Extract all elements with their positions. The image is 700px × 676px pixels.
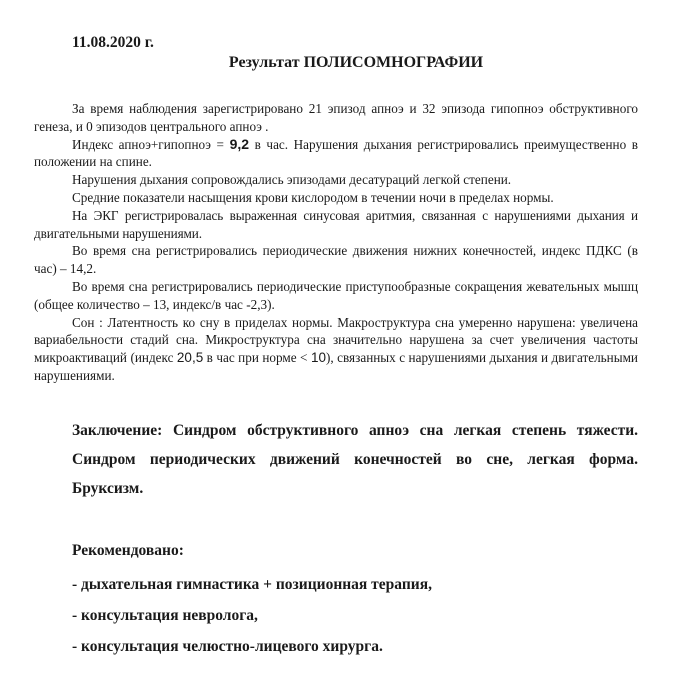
findings-section <box>34 100 638 385</box>
sleep-structure-text: Сон : Латентность ко сну в приделах нормы. Макроструктура сна умеренно нарушена: увеличена вариабельности стадий сна. Микроструктура сна значительно нарушена за счет увеличения частоты микроактиваций (индекс <box>34 314 638 366</box>
ahi-note: в час. Нарушения дыхания регистрировались преимущественно в положении на спине. <box>34 136 639 170</box>
conclusion: Заключение: Синдром обструктивного апноэ сна легкая степень тяжести. Синдром периодических движений конечностей во сне, легкая форма. Бруксизм. <box>72 422 638 497</box>
recommendation-item: - консультация невролога, <box>72 607 258 624</box>
paragraph-apnea-episodes: За время наблюдения зарегистрировано 21 эпизод апноэ и 32 эпизода гипопноэ обструктивного генеза, и 0 эпизодов центрального апноэ . <box>34 101 638 134</box>
arousal-index-value: 20,5 <box>176 350 204 366</box>
paragraph-desaturation: Нарушения дыхания сопровождались эпизодами десатураций легкой степени. <box>72 172 512 188</box>
recommendations-list <box>72 575 432 668</box>
paragraph-oxygen-saturation: Средние показатели насыщения крови кислородом в течении ночи в пределах нормы. <box>72 189 554 205</box>
sleep-structure-tail: ), связанных с нарушениями дыхания и двигательными нарушениями. <box>34 350 638 383</box>
report-date: 11.08.2020 г. <box>72 34 154 51</box>
paragraph-ahi <box>34 136 638 172</box>
recommendation-item: - консультация челюстно-лицевого хирурга. <box>72 638 383 655</box>
recommendation-item: - дыхательная гимнастика + позиционная терапия, <box>72 576 432 593</box>
paragraph-bruxism: Во время сна регистрировались периодические приступообразные сокращения жевательных мышц (общее количество – 13, индекс/в час -2,3). <box>34 278 638 312</box>
arousal-norm-value: 10 <box>310 350 326 366</box>
paragraph-sleep-structure <box>34 314 638 385</box>
ahi-label: Индекс апноэ+гипопноэ = <box>72 136 224 152</box>
paragraph-limb-movements: Во время сна регистрировались периодические движения нижних конечностей, индекс ПДКС (в час) – 14,2. <box>34 243 638 277</box>
recommendations-heading: Рекомендовано: <box>72 542 184 559</box>
ahi-value: 9,2 <box>229 135 250 152</box>
paragraph-ecg: На ЭКГ регистрировалась выраженная синусовая аритмия, связанная с нарушениями дыхания и двигательными нарушениями. <box>34 207 638 241</box>
report-title: Результат ПОЛИСОМНОГРАФИИ <box>228 54 484 71</box>
arousal-norm-text: в час при норме < <box>206 350 308 366</box>
